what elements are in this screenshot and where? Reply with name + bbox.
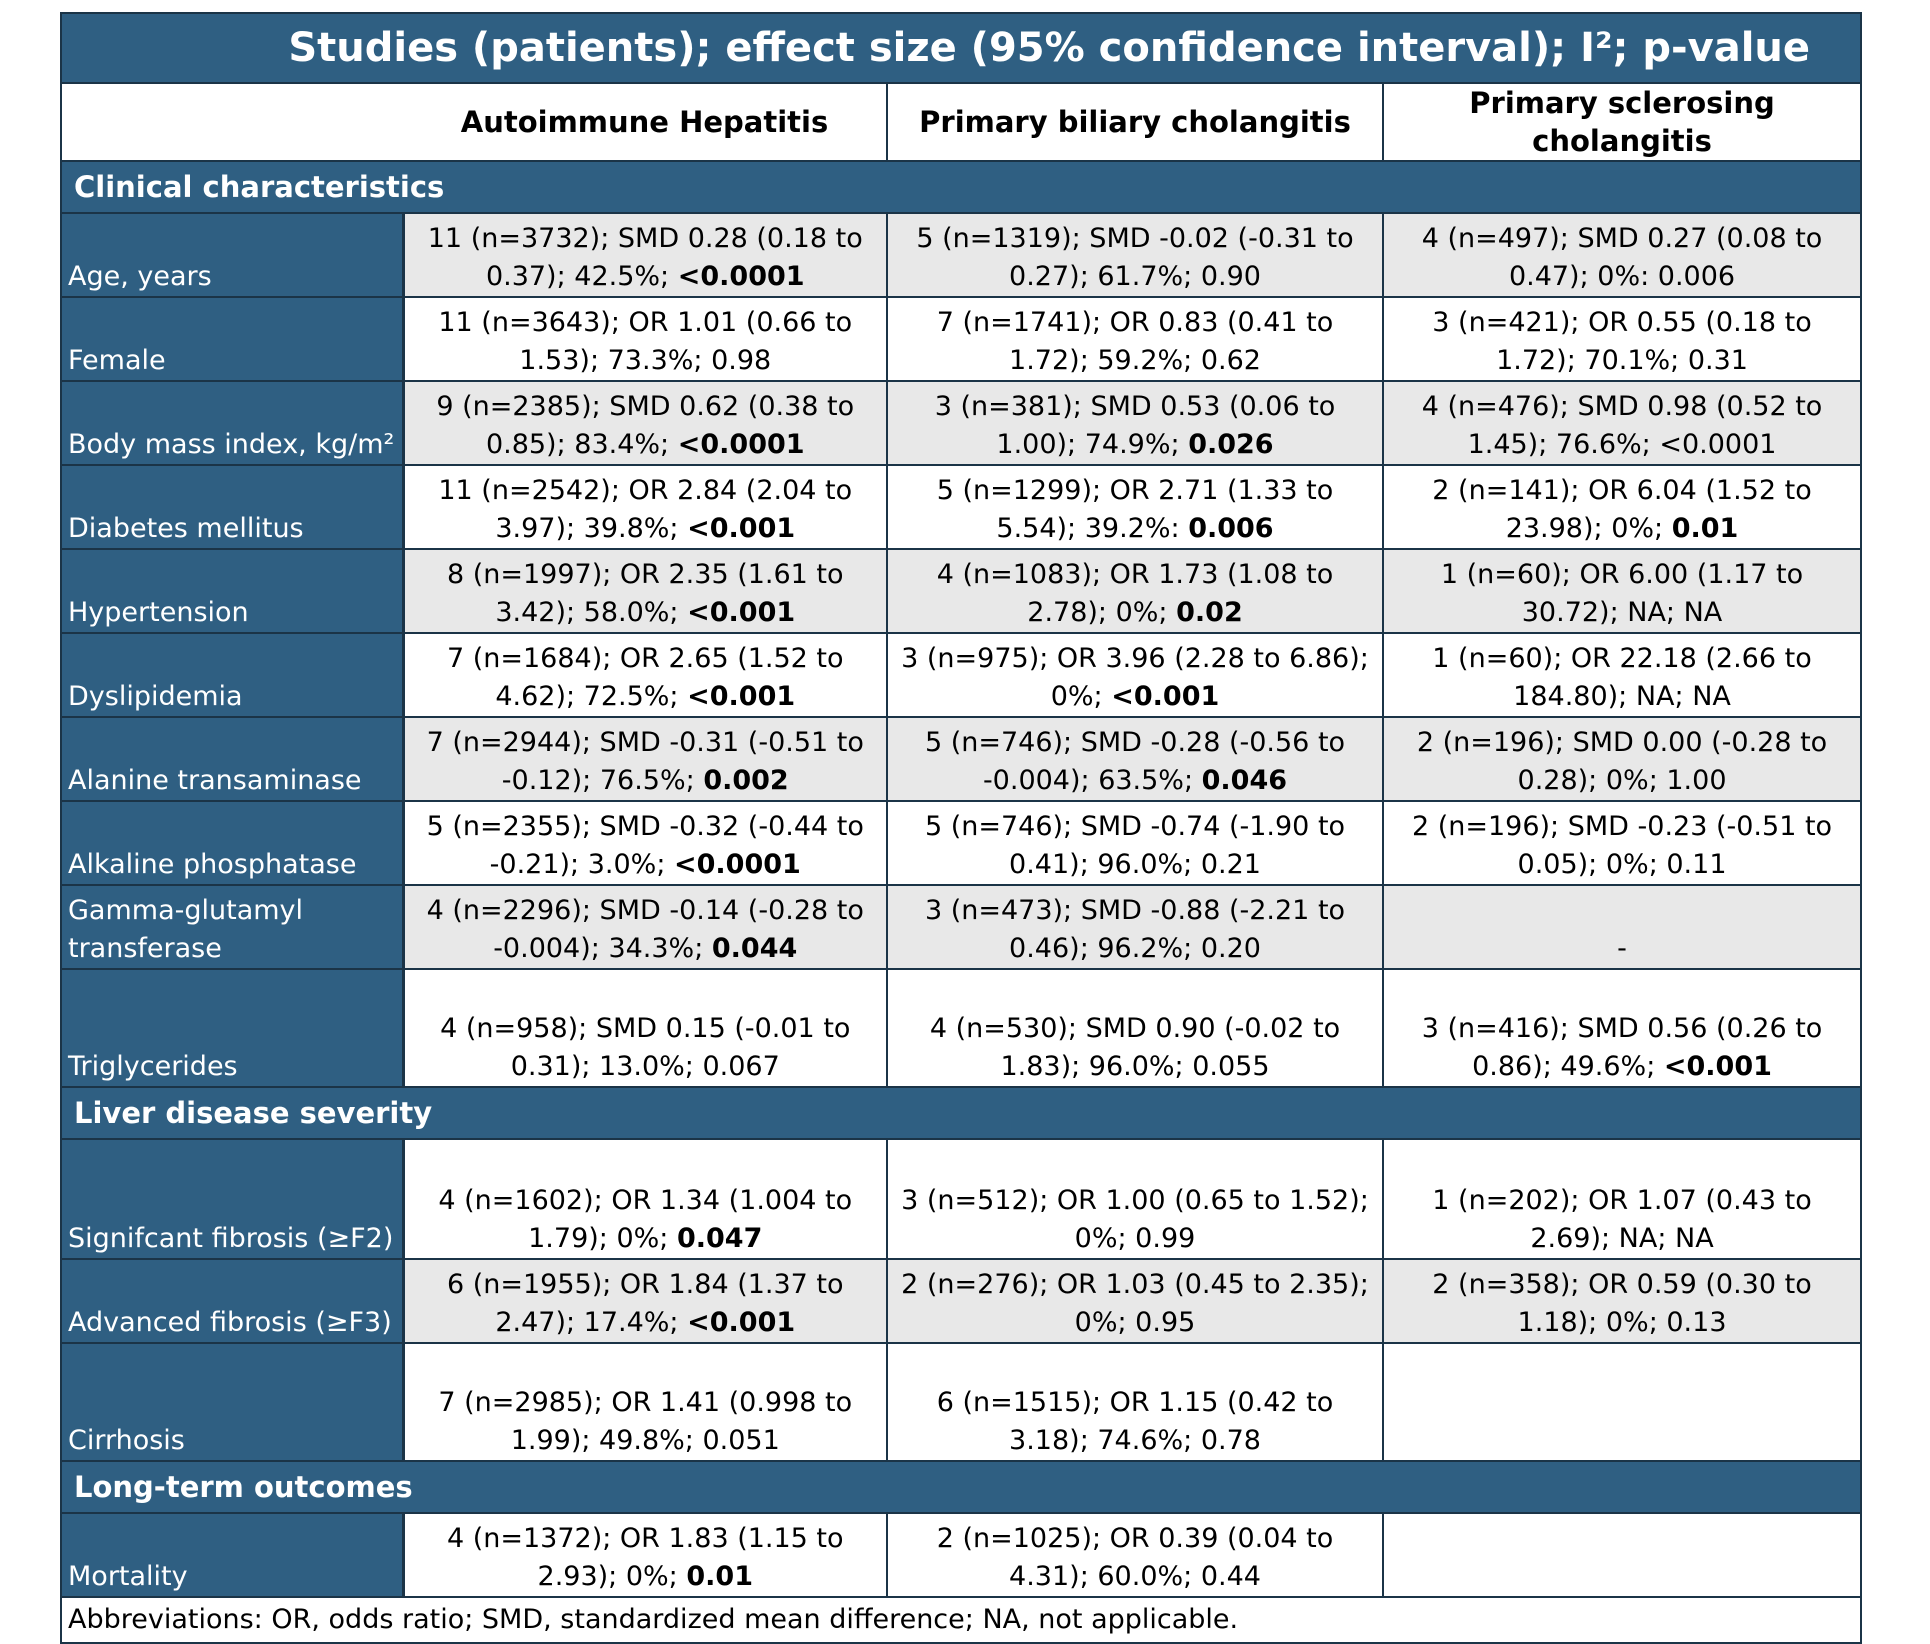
result-cell — [403, 1343, 887, 1461]
table-row — [61, 549, 1861, 633]
result-cell — [1383, 633, 1861, 717]
result-cell — [403, 549, 887, 633]
table-row — [61, 297, 1861, 381]
section-row — [61, 1087, 1861, 1139]
row-label: Gamma-glutamyl transferase — [61, 885, 403, 969]
result-cell — [1383, 885, 1861, 969]
result-cell — [887, 969, 1383, 1087]
result-text: 3 (n=416); SMD 0.56 (0.26 to 0.86); 49.6%; — [1421, 1013, 1823, 1082]
result-text: 11 (n=3643); OR 1.01 (0.66 to 1.53); 73.3%; 0.98 — [438, 307, 853, 376]
result-cell — [1383, 1139, 1861, 1259]
result-cell — [1383, 1343, 1861, 1461]
result-cell — [887, 549, 1383, 633]
table-row — [61, 1139, 1861, 1259]
significant-p-value: <0.001 — [687, 597, 796, 628]
table-row — [61, 801, 1861, 885]
significant-p-value: 0.006 — [1188, 513, 1274, 544]
row-label: Dyslipidemia — [61, 633, 403, 717]
section-heading: Clinical characteristics — [61, 161, 1861, 213]
result-cell — [887, 633, 1383, 717]
result-text: 3 (n=381); SMD 0.53 (0.06 to 1.00); 74.9%; — [934, 391, 1336, 460]
result-cell — [887, 381, 1383, 465]
result-text: 5 (n=2355); SMD -0.32 (-0.44 to -0.21); 3.0%; — [426, 811, 864, 880]
table-row — [61, 465, 1861, 549]
result-cell — [403, 1259, 887, 1343]
result-cell — [1383, 1259, 1861, 1343]
result-cell — [1383, 297, 1861, 381]
section-heading: Long-term outcomes — [61, 1461, 1861, 1513]
significant-p-value: <0.0001 — [677, 429, 805, 460]
result-text: 4 (n=2296); SMD -0.14 (-0.28 to -0.004); 34.3%; — [426, 895, 864, 964]
column-header-row — [61, 83, 1861, 161]
abbreviations-footnote: Abbreviations: OR, odds ratio; SMD, standardized mean difference; NA, not applicable. — [61, 1597, 1861, 1643]
result-cell — [1383, 717, 1861, 801]
result-text: 1 (n=202); OR 1.07 (0.43 to 2.69); NA; NA — [1432, 1185, 1812, 1254]
result-cell — [1383, 801, 1861, 885]
result-cell — [403, 381, 887, 465]
result-cell — [403, 885, 887, 969]
meta-analysis-table — [60, 12, 1862, 1644]
significant-p-value: 0.047 — [676, 1223, 763, 1254]
result-text: 4 (n=530); SMD 0.90 (-0.02 to 1.83); 96.0%; 0.055 — [929, 1013, 1341, 1082]
result-cell — [887, 1513, 1383, 1597]
significant-p-value: 0.044 — [711, 933, 798, 964]
column-header-aih: Autoimmune Hepatitis — [403, 83, 887, 161]
table-row — [61, 969, 1861, 1087]
result-text: 4 (n=1372); OR 1.83 (1.15 to 2.93); 0%; — [446, 1523, 844, 1592]
result-cell — [887, 801, 1383, 885]
result-text: 3 (n=473); SMD -0.88 (-2.21 to 0.46); 96.2%; 0.20 — [924, 895, 1346, 964]
result-text: 3 (n=975); OR 3.96 (2.28 to 6.86); 0%; — [901, 643, 1369, 712]
significant-p-value: 0.01 — [1671, 513, 1739, 544]
result-text: 6 (n=1515); OR 1.15 (0.42 to 3.18); 74.6%; 0.78 — [936, 1387, 1334, 1456]
result-text: 2 (n=196); SMD -0.23 (-0.51 to 0.05); 0%; 0.11 — [1411, 811, 1833, 880]
result-text: 5 (n=746); SMD -0.74 (-1.90 to 0.41); 96.0%; 0.21 — [924, 811, 1346, 880]
result-cell — [1383, 969, 1861, 1087]
row-label: Alanine transaminase — [61, 717, 403, 801]
result-cell — [887, 717, 1383, 801]
result-text: 7 (n=2985); OR 1.41 (0.998 to 1.99); 49.8%; 0.051 — [438, 1387, 853, 1456]
table-row — [61, 1343, 1861, 1461]
result-text: 2 (n=358); OR 0.59 (0.30 to 1.18); 0%; 0.13 — [1432, 1269, 1812, 1338]
significant-p-value: <0.001 — [1111, 681, 1220, 712]
table-row — [61, 633, 1861, 717]
result-text: 3 (n=421); OR 0.55 (0.18 to 1.72); 70.1%; 0.31 — [1432, 307, 1812, 376]
row-label: Alkaline phosphatase — [61, 801, 403, 885]
result-text: 5 (n=1299); OR 2.71 (1.33 to 5.54); 39.2%: — [936, 475, 1334, 544]
result-text: 5 (n=746); SMD -0.28 (-0.56 to -0.004); 63.5%; — [924, 727, 1346, 796]
result-text: 2 (n=141); OR 6.04 (1.52 to 23.98); 0%; — [1432, 475, 1812, 544]
section-row — [61, 1461, 1861, 1513]
result-text: 7 (n=2944); SMD -0.31 (-0.51 to -0.12); 76.5%; — [426, 727, 864, 796]
result-cell — [403, 633, 887, 717]
significant-p-value: <0.001 — [687, 1307, 796, 1338]
result-cell — [1383, 1513, 1861, 1597]
row-label: Mortality — [61, 1513, 403, 1597]
result-text: 9 (n=2385); SMD 0.62 (0.38 to 0.85); 83.4%; — [436, 391, 855, 460]
significant-p-value: 0.046 — [1201, 765, 1288, 796]
result-cell — [887, 1259, 1383, 1343]
result-cell — [403, 1139, 887, 1259]
result-text: 4 (n=476); SMD 0.98 (0.52 to 1.45); 76.6%; <0.0001 — [1421, 391, 1823, 460]
significant-p-value: <0.001 — [1663, 1051, 1772, 1082]
result-cell — [403, 969, 887, 1087]
footnote-row — [61, 1597, 1861, 1643]
significant-p-value: <0.001 — [687, 681, 796, 712]
result-text: 7 (n=1684); OR 2.65 (1.52 to 4.62); 72.5%; — [446, 643, 844, 712]
row-label: Female — [61, 297, 403, 381]
table-row — [61, 885, 1861, 969]
table-row — [61, 1259, 1861, 1343]
column-header-psc: Primary sclerosing cholangitis — [1383, 83, 1861, 161]
row-label: Diabetes mellitus — [61, 465, 403, 549]
significant-p-value: <0.0001 — [674, 849, 801, 880]
column-header-blank — [61, 83, 403, 161]
result-text: 4 (n=1083); OR 1.73 (1.08 to 2.78); 0%; — [936, 559, 1334, 628]
significant-p-value: 0.002 — [703, 765, 789, 796]
result-cell — [887, 297, 1383, 381]
result-text: 2 (n=196); SMD 0.00 (-0.28 to 0.28); 0%; 1.00 — [1416, 727, 1828, 796]
result-cell — [1383, 381, 1861, 465]
result-cell — [1383, 213, 1861, 297]
table-row — [61, 213, 1861, 297]
result-text: 8 (n=1997); OR 2.35 (1.61 to 3.42); 58.0%; — [446, 559, 844, 628]
result-cell — [403, 717, 887, 801]
table-row — [61, 1513, 1861, 1597]
result-cell — [403, 213, 887, 297]
result-cell — [887, 213, 1383, 297]
result-text: 2 (n=276); OR 1.03 (0.45 to 2.35); 0%; 0.95 — [901, 1269, 1369, 1338]
result-text: 1 (n=60); OR 22.18 (2.66 to 184.80); NA; NA — [1432, 643, 1812, 712]
result-cell — [403, 1513, 887, 1597]
column-header-pbc: Primary biliary cholangitis — [887, 83, 1383, 161]
table-row — [61, 381, 1861, 465]
row-label: Age, years — [61, 213, 403, 297]
significant-p-value: 0.02 — [1176, 597, 1243, 628]
row-label: Cirrhosis — [61, 1343, 403, 1461]
result-cell — [887, 1343, 1383, 1461]
result-text: 3 (n=512); OR 1.00 (0.65 to 1.52); 0%; 0.99 — [901, 1185, 1369, 1254]
section-heading: Liver disease severity — [61, 1087, 1861, 1139]
title-row — [61, 13, 1861, 83]
table-title: Studies (patients); effect size (95% confidence interval); I²; p-value — [61, 13, 1861, 83]
result-text: 7 (n=1741); OR 0.83 (0.41 to 1.72); 59.2%; 0.62 — [936, 307, 1334, 376]
row-label: Signifcant fibrosis (≥F2) — [61, 1139, 403, 1259]
result-text: 4 (n=497); SMD 0.27 (0.08 to 0.47); 0%: 0.006 — [1421, 223, 1823, 292]
result-text: 5 (n=1319); SMD -0.02 (-0.31 to 0.27); 61.7%; 0.90 — [916, 223, 1354, 292]
results-table-container — [60, 12, 1860, 1644]
section-row — [61, 161, 1861, 213]
row-label: Hypertension — [61, 549, 403, 633]
result-cell — [887, 1139, 1383, 1259]
result-cell — [403, 801, 887, 885]
result-text: 6 (n=1955); OR 1.84 (1.37 to 2.47); 17.4%; — [446, 1269, 844, 1338]
result-text: 4 (n=1602); OR 1.34 (1.004 to 1.79); 0%; — [438, 1185, 853, 1254]
significant-p-value: 0.01 — [686, 1561, 753, 1592]
significant-p-value: 0.026 — [1188, 429, 1274, 460]
result-text: 4 (n=958); SMD 0.15 (-0.01 to 0.31); 13.0%; 0.067 — [440, 1013, 851, 1082]
row-label: Triglycerides — [61, 969, 403, 1087]
result-text: 2 (n=1025); OR 0.39 (0.04 to 4.31); 60.0%; 0.44 — [936, 1523, 1334, 1592]
row-label: Body mass index, kg/m² — [61, 381, 403, 465]
result-cell — [403, 465, 887, 549]
result-cell — [887, 465, 1383, 549]
significant-p-value: <0.001 — [687, 513, 796, 544]
result-cell — [1383, 549, 1861, 633]
significant-p-value: <0.0001 — [677, 261, 805, 292]
result-text: 11 (n=2542); OR 2.84 (2.04 to 3.97); 39.8%; — [438, 475, 853, 544]
result-cell — [403, 297, 887, 381]
result-cell — [1383, 465, 1861, 549]
result-text: 11 (n=3732); SMD 0.28 (0.18 to 0.37); 42.5%; — [427, 223, 863, 292]
row-label: Advanced fibrosis (≥F3) — [61, 1259, 403, 1343]
result-text: 1 (n=60); OR 6.00 (1.17 to 30.72); NA; NA — [1440, 559, 1804, 628]
result-cell — [887, 885, 1383, 969]
table-row — [61, 717, 1861, 801]
result-text: - — [1617, 933, 1627, 964]
